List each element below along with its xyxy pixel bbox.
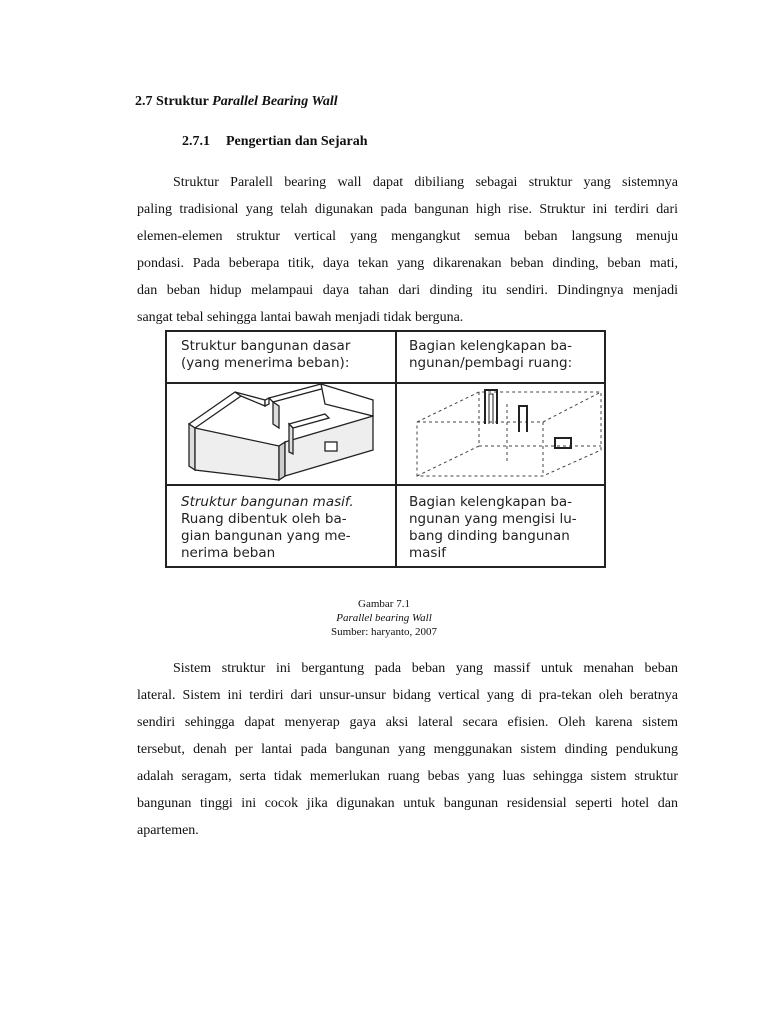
section-heading: [135, 94, 338, 110]
door-and-window-inserts: [485, 390, 571, 448]
paragraph-line: elemen-elemen struktur vertical yang mengangkut semua beban langsung menuju: [137, 229, 678, 244]
paragraph-1: [137, 169, 678, 331]
paragraph-line: Struktur Paralell bearing wall dapat dibiliang sebagai struktur yang sistemnya: [173, 175, 678, 190]
figure-label-bottom-right: Bagian kelengkapan ba- ngunan yang mengisi lu- bang dinding bangunan masif: [409, 494, 577, 561]
figure-parallel-bearing-wall: [165, 330, 606, 568]
paragraph-line: adalah seragam, serta tidak memerlukan ruang bebas yang luas sehingga sistem struktur: [137, 769, 678, 784]
paragraph-line: sendiri sehingga dapat menyerap gaya aksi lateral secara efisien. Oleh karena sistem: [137, 715, 678, 730]
subsection-number: 2.7.1: [182, 134, 210, 149]
figure-caption-title: Parallel bearing Wall: [336, 612, 432, 624]
figure-label-top-left: Struktur bangunan dasar (yang menerima beban):: [181, 338, 351, 371]
section-heading-italic: Parallel Bearing Wall: [212, 94, 338, 109]
figure-caption-number: Gambar 7.1: [358, 598, 410, 610]
paragraph-line: sangat tebal sehingga lantai bawah menjadi tidak berguna.: [137, 310, 464, 325]
paragraph-line: apartemen.: [137, 823, 199, 838]
subsection-heading: [182, 134, 368, 150]
paragraph-line: pondasi. Pada beberapa titik, daya tekan yang dikarenakan beban dinding, beban mati,: [137, 256, 678, 271]
paragraph-line: dan beban hidup melampaui daya tahan dari dinding itu sendiri. Dindingnya menjadi: [137, 283, 678, 298]
figure-divider-bottom: [167, 484, 604, 486]
dashed-walls-drawing: [417, 392, 601, 476]
figure-illustration: [167, 384, 604, 484]
subsection-title: Pengertian dan Sejarah: [226, 134, 368, 149]
section-heading-text: 2.7 Struktur: [135, 94, 213, 109]
paragraph-line: bangunan tinggi ini cocok jika digunakan untuk bangunan residensial seperti hotel dan: [137, 796, 678, 811]
paragraph-line: paling tradisional yang telah digunakan pada bangunan high rise. Struktur ini terdiri dari: [137, 202, 678, 217]
paragraph-line: lateral. Sistem ini terdiri dari unsur-unsur bidang vertical yang di pra-tekan oleh beratnya: [137, 688, 678, 703]
figure-label-top-right: Bagian kelengkapan ba- ngunan/pembagi ruang:: [409, 338, 573, 371]
figure-label-bottom-left-italic: Struktur bangunan masif.: [181, 494, 354, 510]
figure-caption-source: Sumber: haryanto, 2007: [330, 626, 437, 638]
figure-label-bottom-left: [181, 494, 354, 562]
figure-label-bottom-left-body: Ruang dibentuk oleh ba- gian bangunan yang me- nerima beban: [181, 511, 351, 561]
paragraph-line: Sistem struktur ini bergantung pada beban yang massif untuk menahan beban: [173, 661, 678, 676]
paragraph-2: [137, 655, 678, 844]
massive-walls-drawing: [189, 384, 373, 480]
paragraph-line: tersebut, denah per lantai pada bangunan yang menggunakan sistem dinding pendukung: [137, 742, 678, 757]
